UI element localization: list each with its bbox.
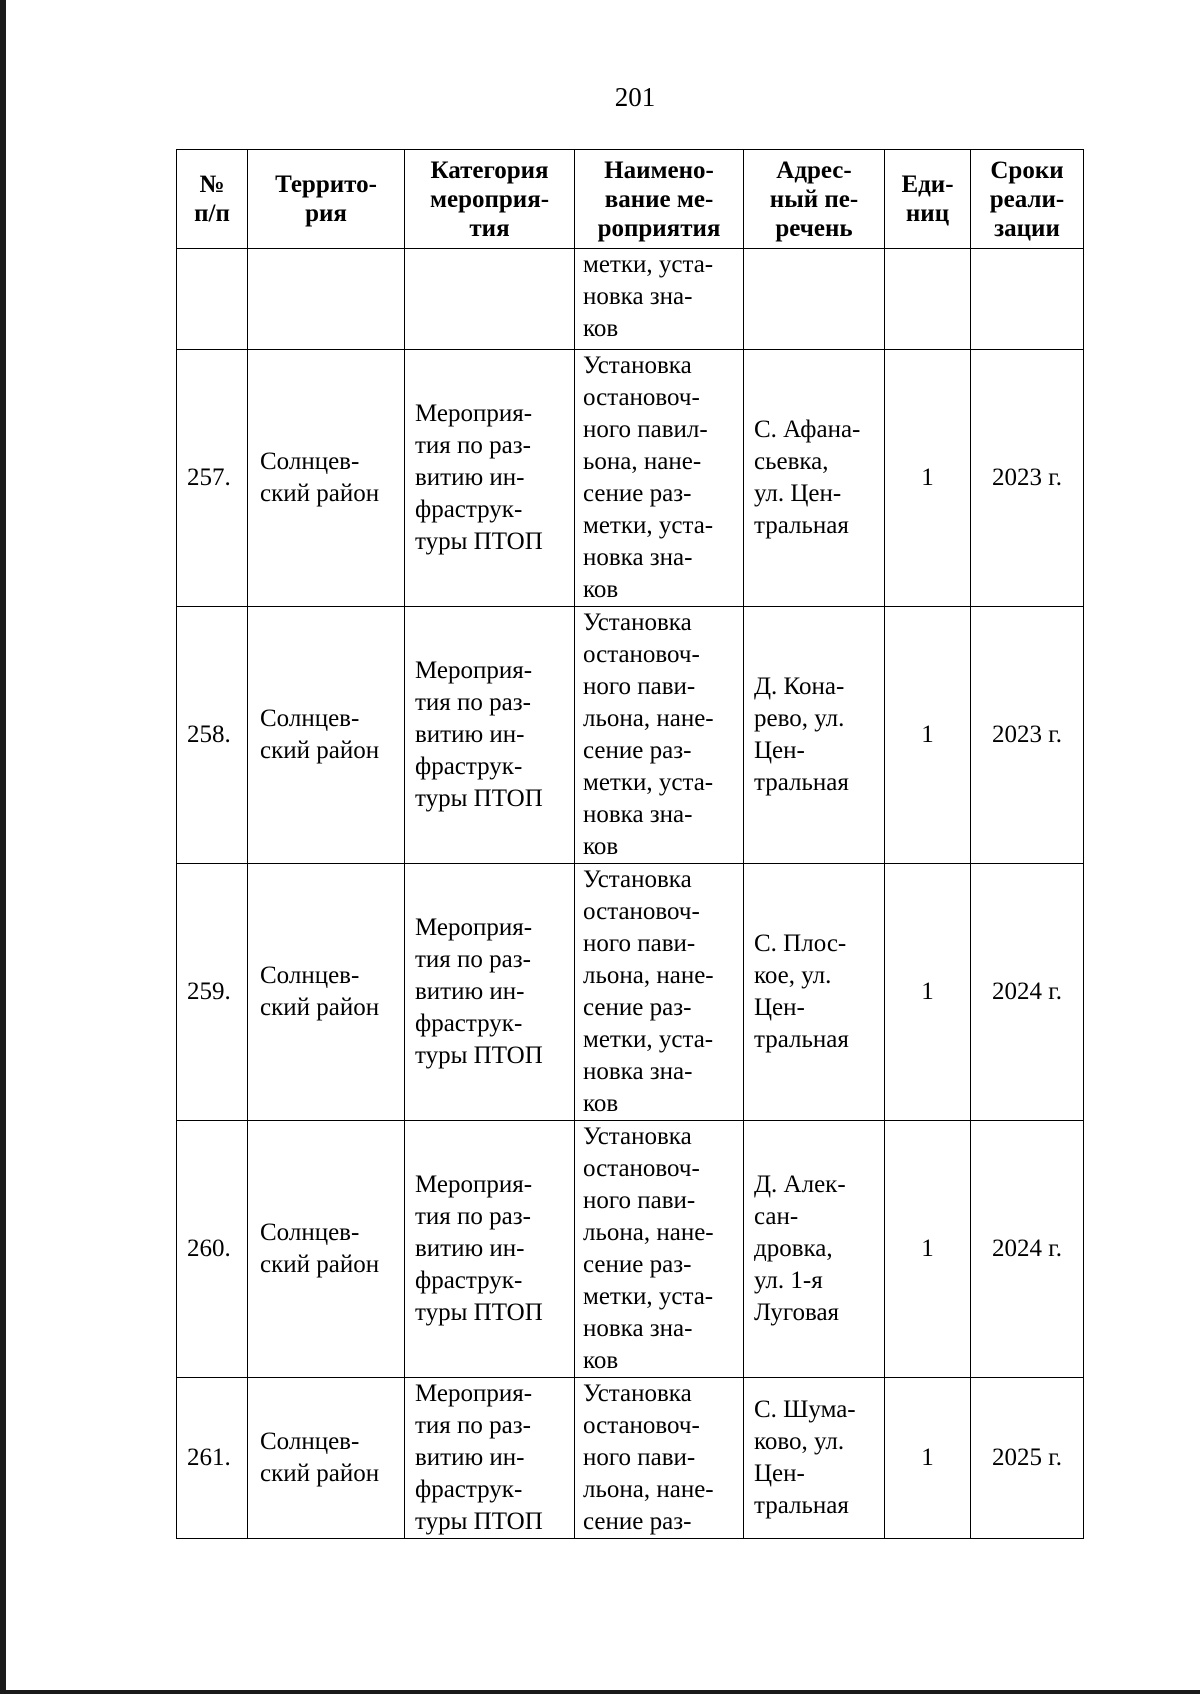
cell-units: 1 bbox=[885, 350, 971, 607]
cell-units: 1 bbox=[885, 1378, 971, 1539]
cell-term: 2023 г. bbox=[971, 350, 1084, 607]
cell-term: 2025 г. bbox=[971, 1378, 1084, 1539]
header-name: Наимено- вание ме- роприятия bbox=[575, 150, 744, 249]
cell-territory: Солнцев- ский район bbox=[248, 607, 405, 864]
page-number: 201 bbox=[614, 82, 656, 112]
cell-term: 2024 г. bbox=[971, 1121, 1084, 1378]
cell-name: Установка остановоч- ного пави- льона, нане- сение раз- bbox=[575, 1378, 744, 1539]
cell-category: Мероприя- тия по раз- витию ин- фраструк- туры ПТОП bbox=[405, 607, 575, 864]
cell-name: метки, уста- новка зна- ков bbox=[575, 249, 744, 350]
cell-num: 257. bbox=[177, 350, 248, 607]
cell-name: Установка остановоч- ного пави- льона, нане- сение раз- метки, уста- новка зна- ков bbox=[575, 607, 744, 864]
cell-num bbox=[177, 249, 248, 350]
cell-term: 2023 г. bbox=[971, 607, 1084, 864]
cell-units: 1 bbox=[885, 864, 971, 1121]
cell-category: Мероприя- тия по раз- витию ин- фраструк- туры ПТОП bbox=[405, 1121, 575, 1378]
header-num: № п/п bbox=[177, 150, 248, 249]
cell-category bbox=[405, 249, 575, 350]
cell-address bbox=[744, 249, 885, 350]
cell-address: С. Афана- сьевка, ул. Цен- тральная bbox=[744, 350, 885, 607]
cell-category: Мероприя- тия по раз- витию ин- фраструк- туры ПТОП bbox=[405, 350, 575, 607]
header-term: Сроки реали- зации bbox=[971, 150, 1084, 249]
cell-territory: Солнцев- ский район bbox=[248, 350, 405, 607]
table-row bbox=[177, 350, 1084, 607]
cell-num: 260. bbox=[177, 1121, 248, 1378]
table-row bbox=[177, 1121, 1084, 1378]
scan-border-left bbox=[0, 0, 6, 1694]
header-category: Категория мероприя- тия bbox=[405, 150, 575, 249]
cell-num: 259. bbox=[177, 864, 248, 1121]
table-row bbox=[177, 607, 1084, 864]
cell-address: С. Плос- кое, ул. Цен- тральная bbox=[744, 864, 885, 1121]
cell-units: 1 bbox=[885, 607, 971, 864]
table-row bbox=[177, 1378, 1084, 1539]
header-address: Адрес- ный пе- речень bbox=[744, 150, 885, 249]
cell-category: Мероприя- тия по раз- витию ин- фраструк- туры ПТОП bbox=[405, 1378, 575, 1539]
cell-num: 258. bbox=[177, 607, 248, 864]
cell-name: Установка остановоч- ного пави- льона, нане- сение раз- метки, уста- новка зна- ков bbox=[575, 864, 744, 1121]
table-header-row bbox=[177, 150, 1084, 249]
cell-name: Установка остановоч- ного павил- ьона, нане- сение раз- метки, уста- новка зна- ков bbox=[575, 350, 744, 607]
table-row-continuation bbox=[177, 249, 1084, 350]
cell-units: 1 bbox=[885, 1121, 971, 1378]
cell-num: 261. bbox=[177, 1378, 248, 1539]
scan-border-bottom bbox=[0, 1690, 1200, 1694]
cell-name: Установка остановоч- ного пави- льона, нане- сение раз- метки, уста- новка зна- ков bbox=[575, 1121, 744, 1378]
cell-territory: Солнцев- ский район bbox=[248, 1378, 405, 1539]
cell-address: С. Шума- ково, ул. Цен- тральная bbox=[744, 1378, 885, 1539]
cell-territory: Солнцев- ский район bbox=[248, 1121, 405, 1378]
cell-category: Мероприя- тия по раз- витию ин- фраструк- туры ПТОП bbox=[405, 864, 575, 1121]
cell-term bbox=[971, 249, 1084, 350]
header-territory: Террито- рия bbox=[248, 150, 405, 249]
cell-territory bbox=[248, 249, 405, 350]
measures-table bbox=[176, 149, 1084, 1539]
cell-address: Д. Алек- сан- дровка, ул. 1-я Луговая bbox=[744, 1121, 885, 1378]
cell-territory: Солнцев- ский район bbox=[248, 864, 405, 1121]
cell-term: 2024 г. bbox=[971, 864, 1084, 1121]
cell-units bbox=[885, 249, 971, 350]
cell-address: Д. Кона- рево, ул. Цен- тральная bbox=[744, 607, 885, 864]
header-units: Еди- ниц bbox=[885, 150, 971, 249]
table-row bbox=[177, 864, 1084, 1121]
